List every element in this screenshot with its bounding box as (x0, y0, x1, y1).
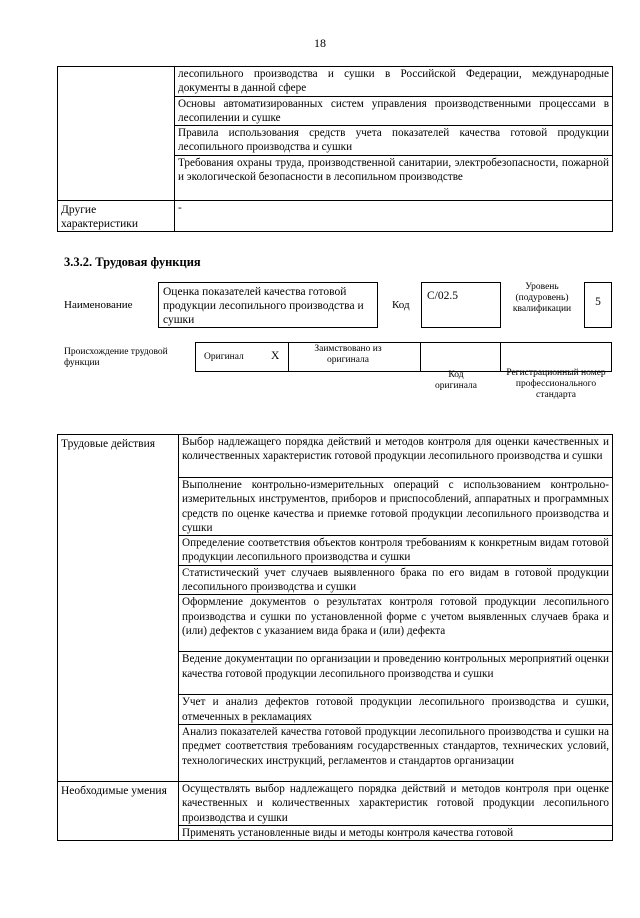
labor-action-row: Анализ показателей качества готовой продукции лесопильного производства и сушки на предмет соответствия требованиям государственных стандартов, технических условий, технологических инструкций, регламентов и стандартов организации (179, 724, 613, 781)
labor-action-row: Оформление документов о результатах контроля готовой продукции лесопильного производства и сушки по установленной форме с учетом выявленных случаев брака и (или) дефектов с указанием вида брака и (или) дефекта (179, 595, 613, 652)
original-label: Оригинал (204, 352, 244, 362)
page-number: 18 (314, 36, 326, 50)
labor-action-row: Выполнение контрольно-измерительных операций с использованием контрольно-измерительных инструментов, приборов и приспособлений, аппаратных и программных средств по оценке качества и приемке готовой продукции лесопильного производства и сушки (179, 478, 613, 536)
skill-row: Применять установленные виды и методы контроля качества готовой (179, 825, 613, 840)
name-label: Наименование (64, 299, 133, 311)
function-name-value: Оценка показателей качества готовой продукции лесопильного производства и сушки (163, 286, 364, 326)
code-value: C/02.5 (427, 290, 458, 302)
labor-action-row: Определение соответствия объектов контроля требованиям к конкретным видам готовой продукции лесопильного производства и сушки (179, 536, 613, 566)
origin-code-cell (420, 342, 501, 372)
other-characteristics-value: - (175, 200, 613, 231)
labor-action-row: Ведение документации по организации и проведению контрольных мероприятий оценки качества готовой продукции лесопильного производства и сушки (179, 652, 613, 695)
origin-original-cell (195, 342, 289, 372)
labor-action-row: Выбор надлежащего порядка действий и методов контроля для оценки качественных и количественных характеристик готовой продукции лесопильного производства и сушки (179, 435, 613, 478)
section-title: 3.3.2. Трудовая функция (64, 255, 201, 269)
reg-number-caption: Регистрационный номер профессионального стандарта (506, 368, 606, 400)
code-original-caption: Код оригинала (435, 370, 477, 391)
level-box (584, 282, 612, 328)
knowledge-table (57, 66, 613, 232)
origin-label: Происхождение трудовой функции (64, 347, 168, 368)
labor-function-table (57, 434, 613, 841)
knowledge-row: Правила использования средств учета показателей качества готовой продукции лесопильного производства и сушки (175, 126, 613, 156)
labor-action-row: Статистический учет случаев выявленного брака по его видам в готовой продукции лесопильного производства и сушки (179, 565, 613, 595)
code-box (421, 282, 501, 328)
required-skills-label: Необходимые умения (58, 781, 179, 840)
knowledge-row: Основы автоматизированных систем управления производственными процессами в лесопилении и сушке (175, 96, 613, 126)
other-characteristics-label: Другие характеристики (58, 200, 175, 231)
level-value: 5 (595, 296, 601, 308)
knowledge-row: лесопильного производства и сушки в Российской Федерации, международные документы в данной сфере (175, 67, 613, 97)
knowledge-row: Требования охраны труда, производственной санитарии, электробезопасности, пожарной и экологической безопасности в лесопильном производстве (175, 155, 613, 200)
level-label: Уровень (подуровень) квалификации (512, 282, 572, 314)
skill-row: Осуществлять выбор надлежащего порядка действий и методов контроля при оценке качественных и количественных характеристик готовой продукции лесопильного производства и сушки (179, 781, 613, 825)
function-name-box (158, 282, 378, 328)
labor-action-row: Учет и анализ дефектов готовой продукции лесопильного производства и сушки, отмеченных в рекламациях (179, 695, 613, 725)
origin-borrowed-cell (288, 342, 421, 372)
knowledge-label-cell (58, 67, 175, 201)
borrowed-label: Заимствовано из оригинала (314, 344, 382, 365)
original-mark: X (271, 350, 280, 362)
code-label: Код (392, 299, 410, 311)
labor-actions-label: Трудовые действия (58, 435, 179, 782)
